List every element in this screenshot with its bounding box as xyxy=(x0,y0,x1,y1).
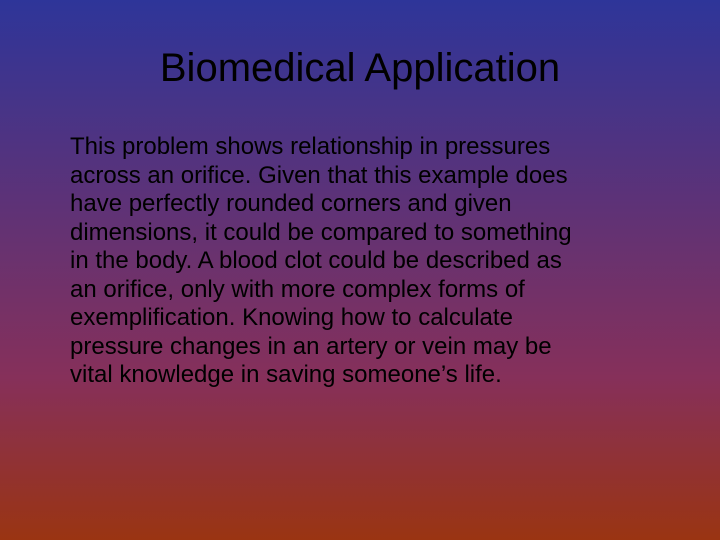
body-line: in the body. A blood clot could be described as xyxy=(70,247,562,274)
body-line: dimensions, it could be compared to something xyxy=(70,218,572,246)
slide-body xyxy=(70,133,680,390)
body-line: across an orifice. Given that this example does xyxy=(70,161,568,189)
body-line: an orifice, only with more complex forms of xyxy=(70,275,525,303)
body-line: pressure changes in an artery or vein may be xyxy=(70,332,552,360)
body-line: This problem shows relationship in pressures xyxy=(70,133,551,160)
slide-title: Biomedical Application xyxy=(159,46,561,90)
body-line: exemplification. Knowing how to calculate xyxy=(70,304,513,331)
body-line: vital knowledge in saving someone’s life. xyxy=(70,361,502,388)
body-line: have perfectly rounded corners and given xyxy=(70,190,512,217)
